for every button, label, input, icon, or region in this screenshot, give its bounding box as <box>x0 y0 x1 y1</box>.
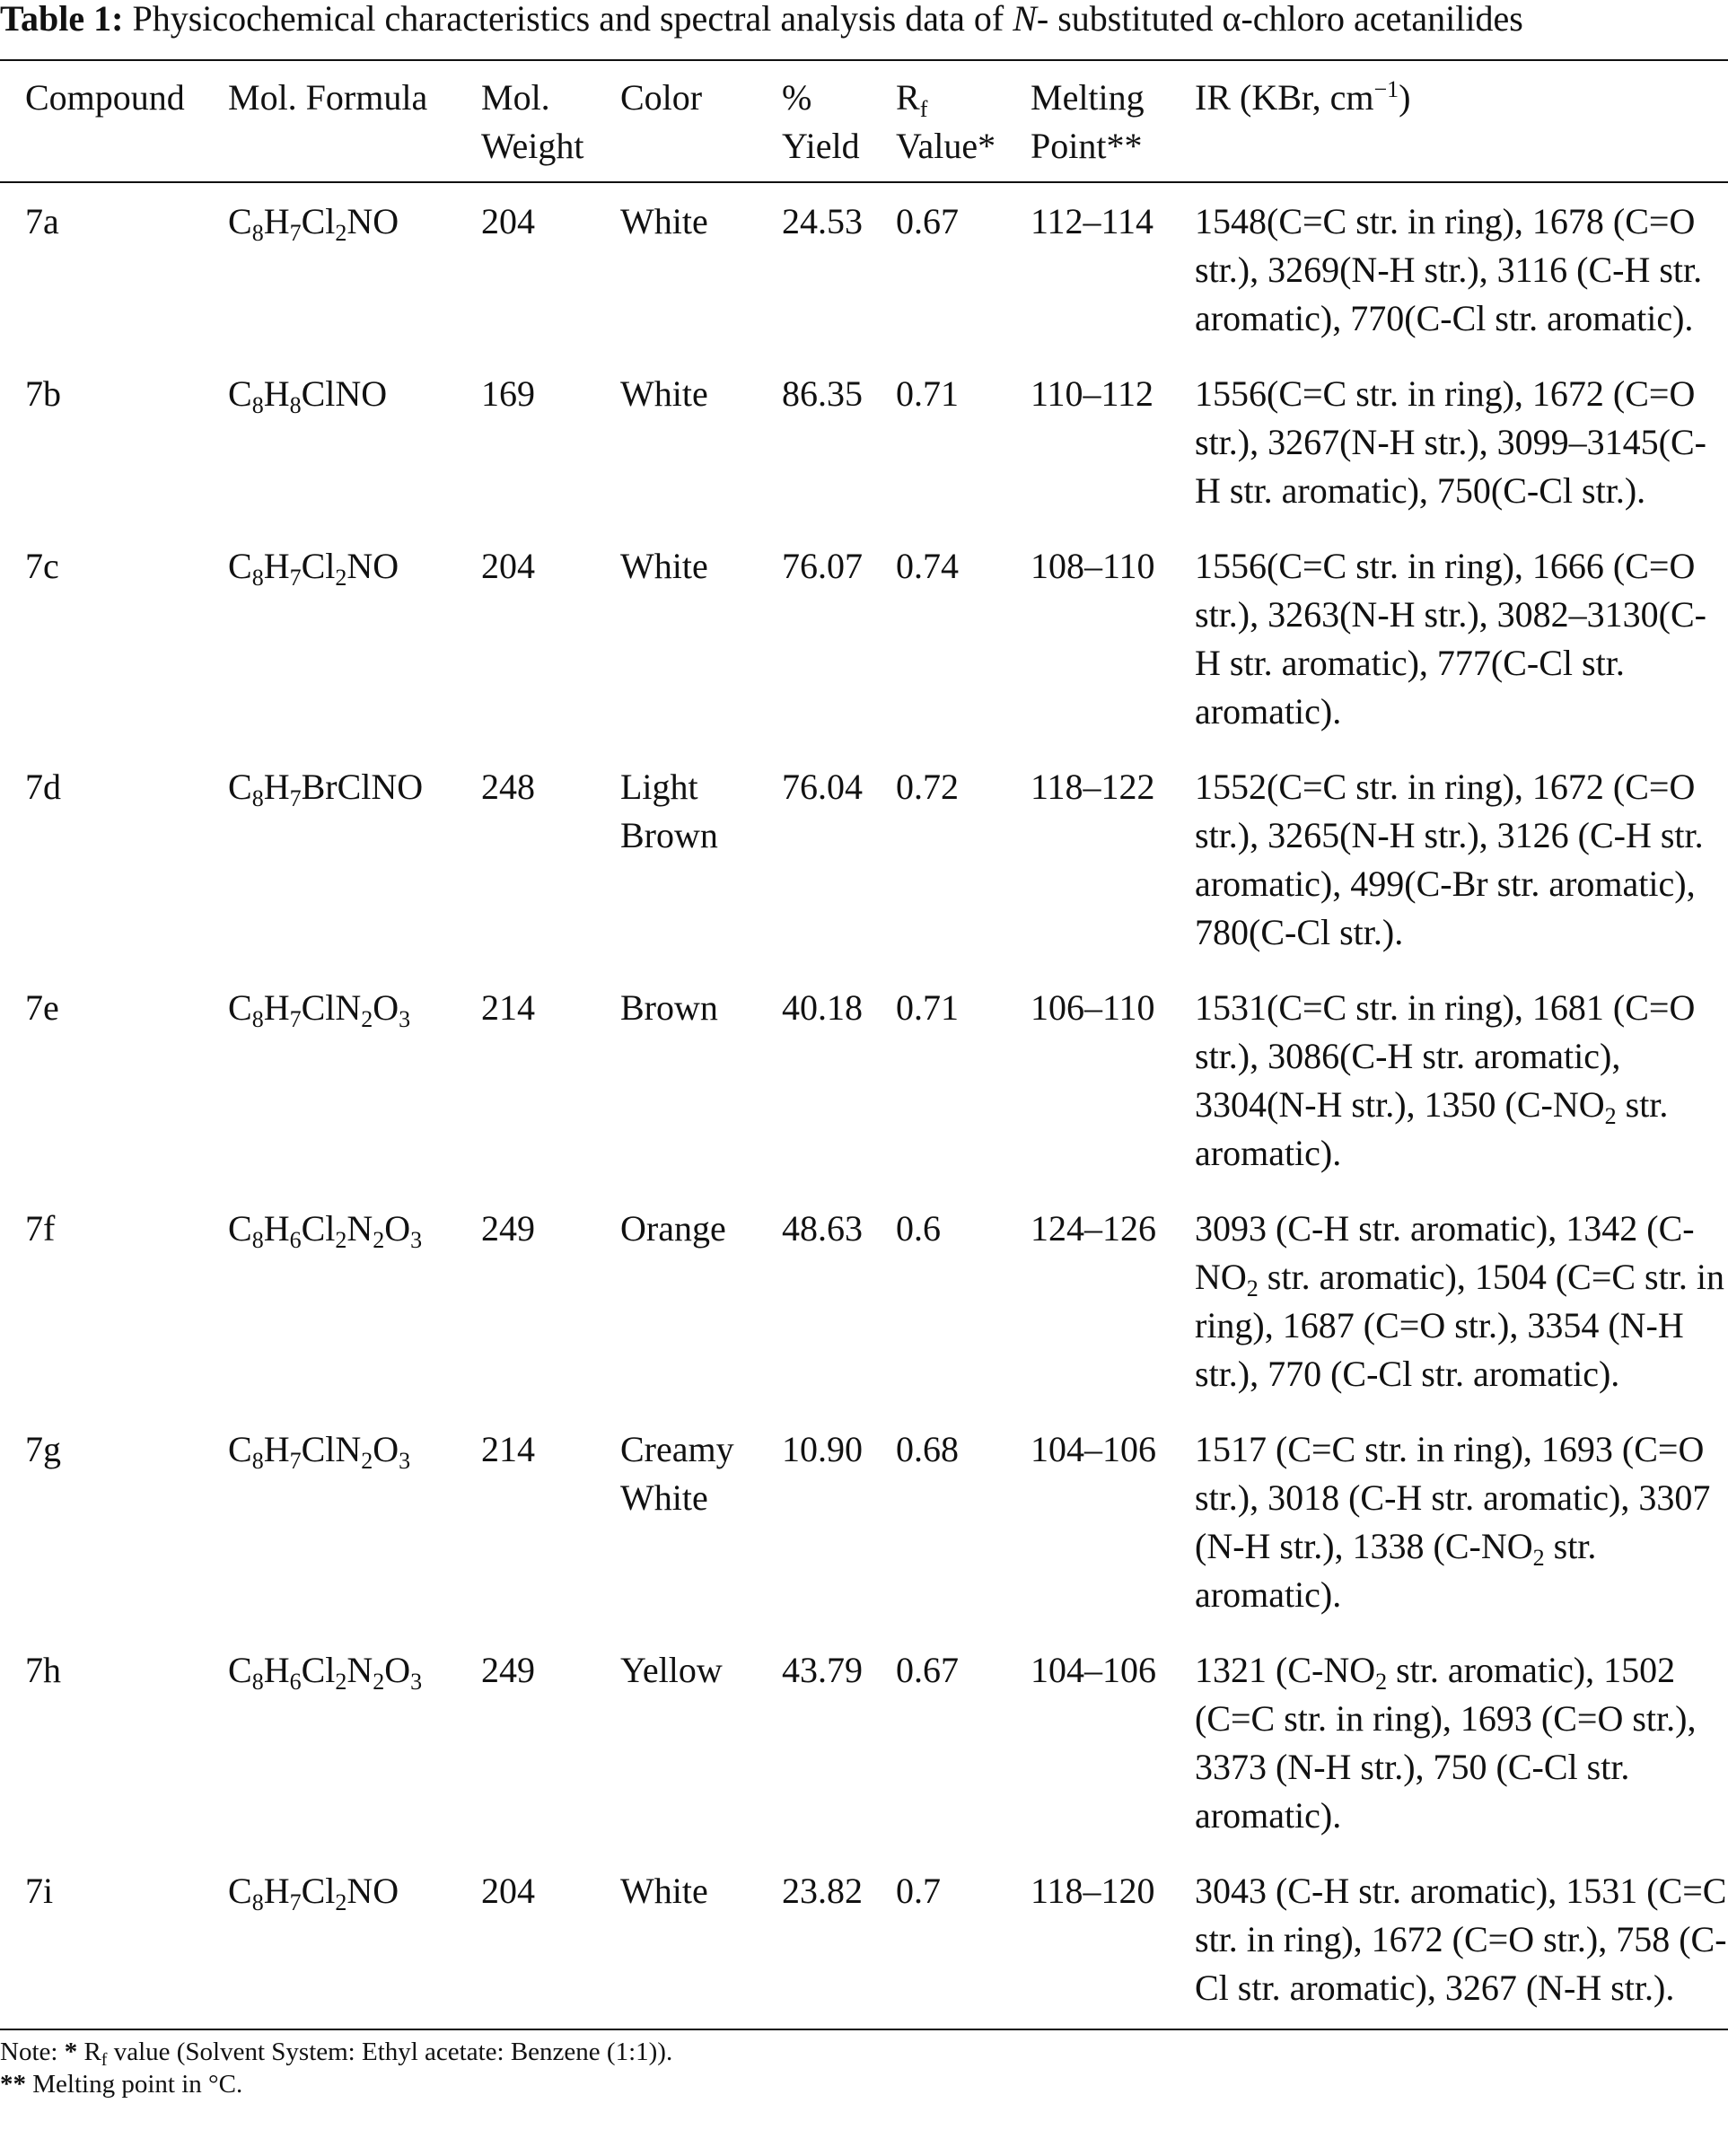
cell-formula <box>228 1411 481 1632</box>
footnote-note-label: Note: <box>0 2038 58 2066</box>
text-segment: 1321 (C-NO <box>1195 1650 1376 1690</box>
subscript: 2 <box>1532 1545 1545 1571</box>
header-formula <box>228 61 481 182</box>
table-row <box>0 1411 1728 1632</box>
text-segment: str. aromatic). <box>1195 1526 1597 1615</box>
text-segment: C <box>228 1208 252 1249</box>
cell-weight: 214 <box>481 987 535 1028</box>
text-segment: H <box>263 1429 290 1469</box>
header-weight-line1: Mol. <box>481 77 550 118</box>
subscript: 3 <box>410 1669 423 1695</box>
cell-mp: 118–120 <box>1031 1871 1155 1911</box>
header-rf-f: f <box>919 96 928 122</box>
text-segment: H <box>263 373 290 414</box>
text-segment: H <box>263 767 290 807</box>
cell-weight: 249 <box>481 1650 535 1690</box>
cell-rf: 0.67 <box>896 1650 959 1690</box>
cell-ir <box>1195 355 1728 528</box>
subscript: 2 <box>335 220 347 246</box>
subscript: 8 <box>251 1006 264 1032</box>
cell-compound: 7b <box>25 373 61 414</box>
cell-yield: 24.53 <box>782 201 863 241</box>
cell-formula <box>228 1632 481 1853</box>
cell-color: White <box>620 373 708 414</box>
subscript: 7 <box>289 785 302 811</box>
header-rf <box>896 61 1031 182</box>
subscript: 8 <box>251 565 264 591</box>
footnote-f: f <box>101 2050 108 2070</box>
cell-formula <box>228 1190 481 1411</box>
cell-yield: 76.04 <box>782 767 863 807</box>
text-segment: Cl <box>301 201 336 241</box>
subscript: 2 <box>373 1227 385 1253</box>
cell-color: White <box>620 546 708 586</box>
table-row <box>0 969 1728 1190</box>
subscript: 6 <box>289 1669 302 1695</box>
footnote-double-star: ** <box>0 2070 26 2099</box>
text-segment: Cl <box>301 1650 336 1690</box>
table-row <box>0 182 1728 355</box>
text-segment: 1531(C=C str. in ring), 1681 (C=O str.), 3086(C-H str. aromatic), 3304(N-H str.), 1350 (C-NO <box>1195 987 1696 1125</box>
text-segment: O <box>373 987 399 1028</box>
text-segment: C <box>228 546 252 586</box>
cell-mp: 104–106 <box>1031 1650 1156 1690</box>
cell-compound: 7e <box>25 987 59 1028</box>
cell-yield: 48.63 <box>782 1208 863 1249</box>
text-segment: O <box>384 1650 411 1690</box>
cell-mp: 110–112 <box>1031 373 1154 414</box>
text-segment: H <box>263 1871 290 1911</box>
cell-mp: 124–126 <box>1031 1208 1156 1249</box>
subscript: 2 <box>1375 1669 1388 1695</box>
cell-color: Brown <box>620 987 718 1028</box>
cell-formula <box>228 1853 481 2025</box>
cell-yield: 43.79 <box>782 1650 863 1690</box>
table-body <box>0 182 1728 2025</box>
text-segment: BrClNO <box>301 767 424 807</box>
header-ir-sup: −1 <box>1373 76 1399 102</box>
cell-compound: 7g <box>25 1429 61 1469</box>
footnote-rf-text: value (Solvent System: Ethyl acetate: Benzene (1:1)). <box>113 2038 673 2066</box>
subscript: 2 <box>373 1669 385 1695</box>
subscript: 2 <box>361 1006 373 1032</box>
table-row <box>0 355 1728 528</box>
header-color <box>620 61 782 182</box>
table-row <box>0 528 1728 749</box>
text-segment: C <box>228 1650 252 1690</box>
subscript: 2 <box>1246 1275 1259 1301</box>
cell-weight: 248 <box>481 767 535 807</box>
text-segment: N <box>346 1208 373 1249</box>
cell-compound: 7f <box>25 1208 56 1249</box>
cell-ir <box>1195 1411 1728 1632</box>
cell-yield: 40.18 <box>782 987 863 1028</box>
cell-yield: 23.82 <box>782 1871 863 1911</box>
text-segment: ClN <box>301 1429 362 1469</box>
cell-ir <box>1195 182 1728 355</box>
cell-yield: 76.07 <box>782 546 863 586</box>
cell-ir <box>1195 528 1728 749</box>
cell-weight: 204 <box>481 201 535 241</box>
cell-weight: 169 <box>481 373 535 414</box>
footnote-r: R <box>83 2038 101 2066</box>
text-segment: H <box>263 1208 290 1249</box>
cell-mp: 112–114 <box>1031 201 1154 241</box>
cell-color: Creamy White <box>620 1429 734 1518</box>
header-ir-post: ) <box>1399 77 1411 118</box>
cell-ir <box>1195 1632 1728 1853</box>
text-segment: H <box>263 1650 290 1690</box>
subscript: 7 <box>289 1889 302 1915</box>
cell-formula <box>228 969 481 1190</box>
cell-color: White <box>620 1871 708 1911</box>
subscript: 8 <box>251 392 264 418</box>
footnote-mp-text: Melting point in °C. <box>32 2070 243 2099</box>
cell-rf: 0.72 <box>896 767 959 807</box>
text-segment: C <box>228 373 252 414</box>
text-segment: NO <box>346 1871 399 1911</box>
caption-text-before: Physicochemical characteristics and spectral analysis data of <box>132 0 1004 39</box>
cell-rf: 0.74 <box>896 546 959 586</box>
cell-compound: 7i <box>25 1871 54 1911</box>
subscript: 3 <box>410 1227 423 1253</box>
cell-compound: 7c <box>25 546 59 586</box>
cell-weight: 204 <box>481 1871 535 1911</box>
cell-formula <box>228 355 481 528</box>
text-segment: H <box>263 546 290 586</box>
header-rf-line2: Value* <box>896 126 996 166</box>
table-row <box>0 1632 1728 1853</box>
text-segment: Cl <box>301 1208 336 1249</box>
cell-yield: 86.35 <box>782 373 863 414</box>
text-segment: 1517 (C=C str. in ring), 1693 (C=O str.), 3018 (C-H str. aromatic), 3307 (N-H str.), 1338 (C-NO <box>1195 1429 1711 1566</box>
header-weight <box>481 61 620 182</box>
text-segment: 1556(C=C str. in ring), 1672 (C=O str.), 3267(N-H str.), 3099–3145(C-H str. aromatic), 750(C-Cl str.). <box>1195 373 1706 511</box>
footnote-rf <box>0 2036 1728 2068</box>
text-segment: H <box>263 201 290 241</box>
header-mp-line1: Melting <box>1031 77 1145 118</box>
subscript: 8 <box>251 1448 264 1474</box>
text-segment: C <box>228 1871 252 1911</box>
cell-ir <box>1195 1190 1728 1411</box>
cell-formula <box>228 182 481 355</box>
text-segment: 3093 (C-H str. aromatic), 1342 (C-NO <box>1195 1208 1695 1297</box>
header-row <box>0 61 1728 182</box>
header-compound <box>0 61 228 182</box>
subscript: 8 <box>251 785 264 811</box>
subscript: 8 <box>251 220 264 246</box>
text-segment: 1552(C=C str. in ring), 1672 (C=O str.), 3265(N-H str.), 3126 (C-H str. aromatic), 499(C-Br str. aromatic), 780(C-Cl str.). <box>1195 767 1704 952</box>
text-segment: O <box>384 1208 411 1249</box>
subscript: 7 <box>289 1448 302 1474</box>
header-rf-r: R <box>896 77 920 118</box>
table-row <box>0 749 1728 969</box>
cell-compound: 7a <box>25 201 59 241</box>
header-yield-line2: Yield <box>782 126 860 166</box>
text-segment: C <box>228 1429 252 1469</box>
subscript: 2 <box>335 1889 347 1915</box>
text-segment: ClNO <box>301 373 388 414</box>
cell-mp: 106–110 <box>1031 987 1155 1028</box>
text-segment: C <box>228 201 252 241</box>
subscript: 2 <box>335 1227 347 1253</box>
cell-color: Light Brown <box>620 767 718 855</box>
cell-color: Orange <box>620 1208 726 1249</box>
text-segment: NO <box>346 546 399 586</box>
caption-text-after: substituted α-chloro acetanilides <box>1057 0 1523 39</box>
text-segment: 1556(C=C str. in ring), 1666 (C=O str.), 3263(N-H str.), 3082–3130(C-H str. aromatic), 777(C-Cl str. aromatic). <box>1195 546 1706 732</box>
header-ir <box>1195 61 1728 182</box>
cell-rf: 0.68 <box>896 1429 959 1469</box>
subscript: 3 <box>399 1448 411 1474</box>
cell-rf: 0.71 <box>896 373 959 414</box>
header-formula-label: Mol. Formula <box>228 77 428 118</box>
subscript: 7 <box>289 1006 302 1032</box>
cell-compound: 7h <box>25 1650 61 1690</box>
subscript: 7 <box>289 565 302 591</box>
cell-ir <box>1195 1853 1728 2025</box>
header-mp-line2: Point** <box>1031 126 1143 166</box>
footnote-star: * <box>64 2038 78 2066</box>
caption-italic: N- <box>1013 0 1049 39</box>
header-color-label: Color <box>620 77 703 118</box>
text-segment: H <box>263 987 290 1028</box>
header-compound-label: Compound <box>25 77 185 118</box>
cell-mp: 104–106 <box>1031 1429 1156 1469</box>
text-segment: 3043 (C-H str. aromatic), 1531 (C=C str. in ring), 1672 (C=O str.), 758 (C-Cl str. aromatic), 3267 (N-H str.). <box>1195 1871 1727 2008</box>
cell-yield: 10.90 <box>782 1429 863 1469</box>
text-segment: Cl <box>301 1871 336 1911</box>
text-segment: Cl <box>301 546 336 586</box>
text-segment: C <box>228 767 252 807</box>
text-segment: str. aromatic), 1504 (C=C str. in ring), 1687 (C=O str.), 3354 (N-H str.), 770 (C-Cl str. aromatic). <box>1195 1257 1724 1394</box>
cell-formula <box>228 528 481 749</box>
table-row <box>0 1853 1728 2025</box>
cell-formula <box>228 749 481 969</box>
cell-weight: 249 <box>481 1208 535 1249</box>
text-segment: O <box>373 1429 399 1469</box>
header-ir-pre: IR (KBr, cm <box>1195 77 1374 118</box>
cell-rf: 0.7 <box>896 1871 941 1911</box>
footnote-mp <box>0 2068 1728 2100</box>
data-table <box>0 61 1728 2025</box>
subscript: 3 <box>399 1006 411 1032</box>
subscript: 2 <box>1604 1103 1617 1129</box>
cell-mp: 108–110 <box>1031 546 1155 586</box>
subscript: 2 <box>335 1669 347 1695</box>
text-segment: str. aromatic). <box>1195 1084 1669 1173</box>
header-mp <box>1031 61 1195 182</box>
cell-rf: 0.67 <box>896 201 959 241</box>
header-yield <box>782 61 896 182</box>
header-yield-line1: % <box>782 77 812 118</box>
subscript: 8 <box>251 1227 264 1253</box>
subscript: 8 <box>251 1669 264 1695</box>
text-segment: C <box>228 987 252 1028</box>
table-label: Table 1: <box>0 0 124 39</box>
cell-color: Yellow <box>620 1650 723 1690</box>
cell-rf: 0.71 <box>896 987 959 1028</box>
cell-compound: 7d <box>25 767 61 807</box>
text-segment: str. aromatic), 1502 (C=C str. in ring), 1693 (C=O str.), 3373 (N-H str.), 750 (C-Cl str. aromatic). <box>1195 1650 1697 1836</box>
subscript: 6 <box>289 1227 302 1253</box>
cell-weight: 204 <box>481 546 535 586</box>
subscript: 8 <box>289 392 302 418</box>
table-bottom-rule <box>0 2029 1728 2030</box>
subscript: 2 <box>335 565 347 591</box>
subscript: 2 <box>361 1448 373 1474</box>
cell-ir <box>1195 749 1728 969</box>
cell-mp: 118–122 <box>1031 767 1155 807</box>
text-segment: 1548(C=C str. in ring), 1678 (C=O str.), 3269(N-H str.), 3116 (C-H str. aromatic), 770(C-Cl str. aromatic). <box>1195 201 1703 338</box>
text-segment: NO <box>346 201 399 241</box>
text-segment: ClN <box>301 987 362 1028</box>
cell-weight: 214 <box>481 1429 535 1469</box>
subscript: 8 <box>251 1889 264 1915</box>
cell-ir <box>1195 969 1728 1190</box>
header-weight-line2: Weight <box>481 126 584 166</box>
text-segment: N <box>346 1650 373 1690</box>
table-row <box>0 1190 1728 1411</box>
table-caption <box>0 0 1728 52</box>
subscript: 7 <box>289 220 302 246</box>
cell-color: White <box>620 201 708 241</box>
cell-rf: 0.6 <box>896 1208 941 1249</box>
